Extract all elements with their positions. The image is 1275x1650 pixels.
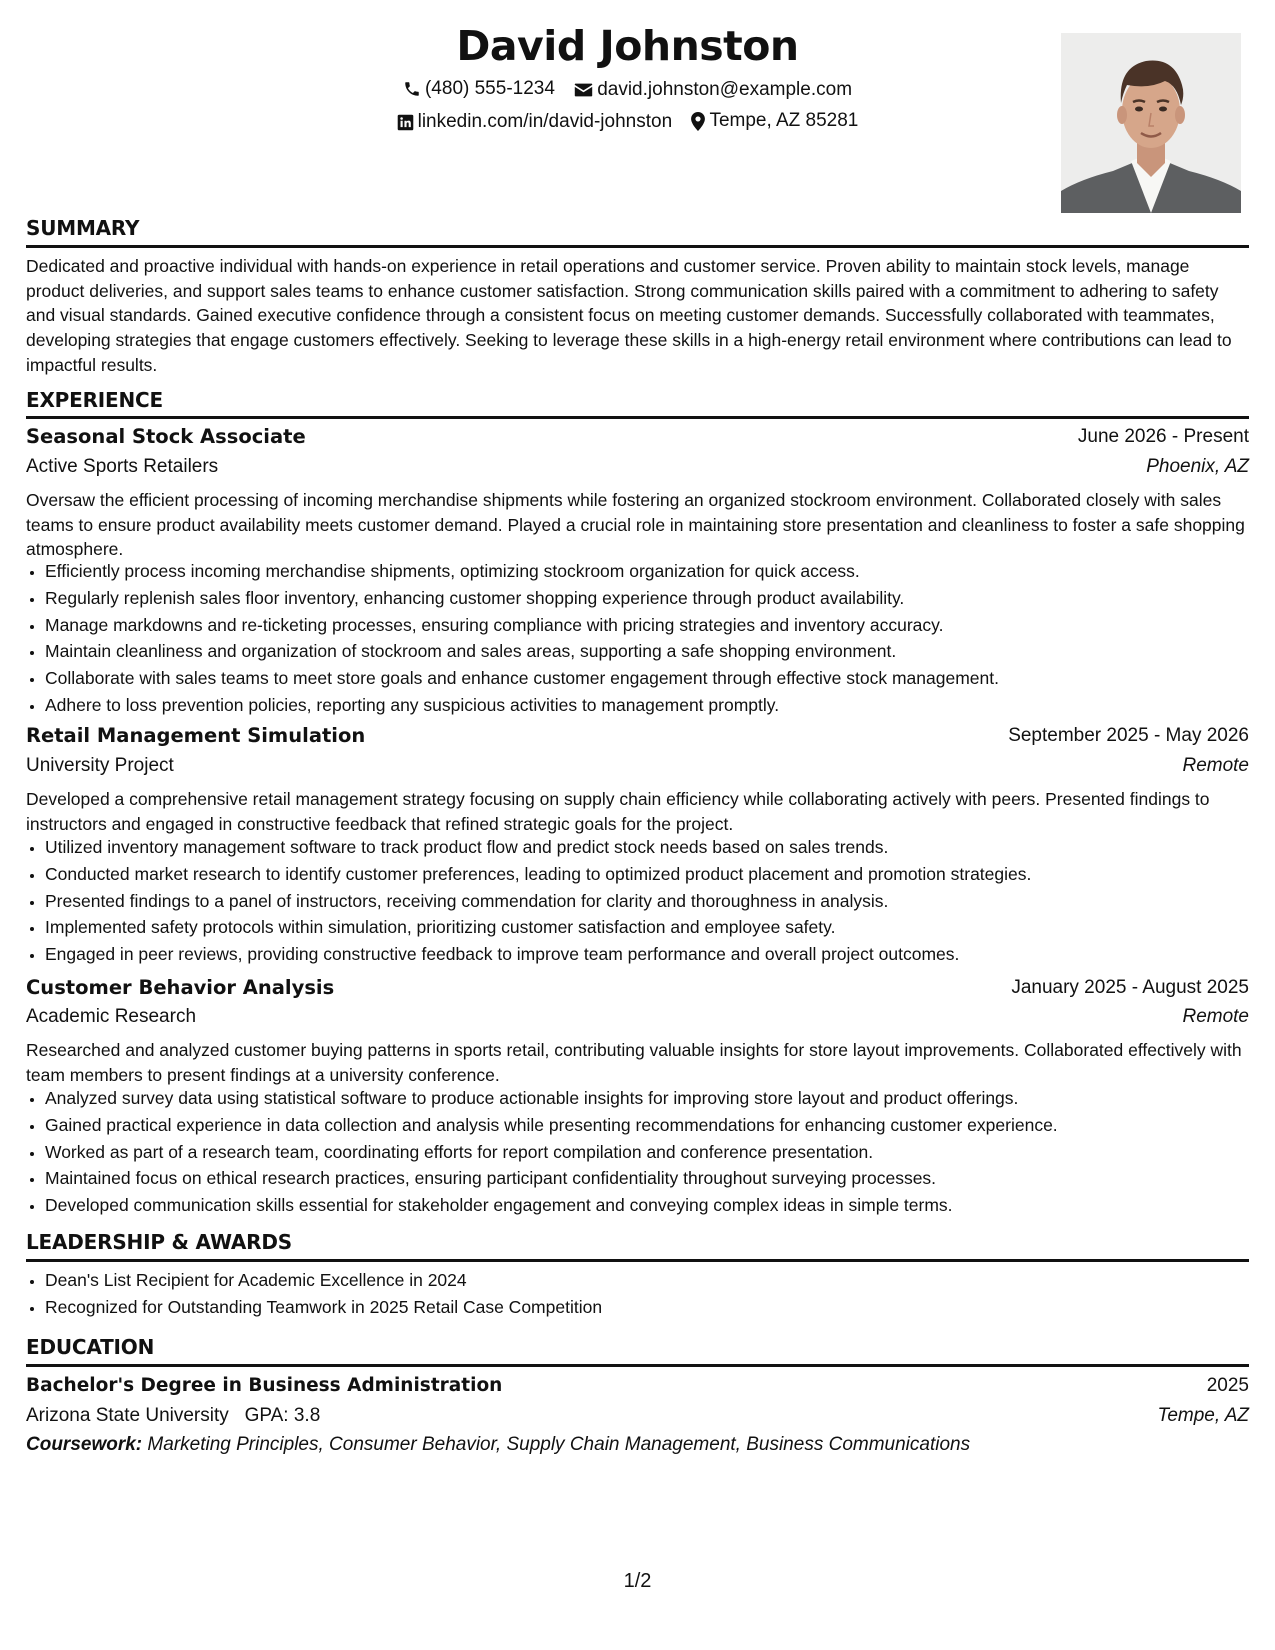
- summary-text: Dedicated and proactive individual with hands-on experience in retail operations and customer service. Proven ability to maintain stock levels, manage product deliveries, and support sales teams to enhance customer satisfaction. Strong communication skills paired with a commitment to adhering to safety and visual standards. Gained executive confidence through a consistent focus on meeting customer demands. Successfully collaborated with teammates, developing strategies that engage customers effectively. Seeking to leverage these skills in a high-energy retail environment where contributions can lead to impactful results.: [26, 256, 1232, 375]
- job-description: Developed a comprehensive retail management strategy focusing on supply chain efficiency while collaborating actively with peers. Presented findings to instructors and engaged in constructive feedback that refined strategic goals for the project.: [26, 789, 1210, 834]
- job-bullets: [26, 558, 1268, 719]
- summary-heading: SUMMARY: [26, 216, 140, 240]
- linkedin-icon: [397, 114, 414, 131]
- profile-photo: [1061, 33, 1241, 213]
- job-dates: September 2025 - May 2026: [1008, 725, 1249, 746]
- experience-divider: [26, 416, 1249, 419]
- school-name: Arizona State University: [26, 1405, 229, 1426]
- education-heading: EDUCATION: [26, 1335, 155, 1359]
- coursework-label: Coursework:: [26, 1434, 143, 1455]
- bullet-item: • Maintained focus on ethical research practices, ensuring participant confidentiality throughout surveying processes.: [45, 1165, 1268, 1192]
- contact-location: [691, 110, 858, 132]
- job-organization: Academic Research: [26, 1006, 197, 1027]
- email-text: david.johnston@example.com: [597, 79, 853, 100]
- job-location: Remote: [1182, 1006, 1249, 1027]
- job-title: Retail Management Simulation: [26, 724, 366, 747]
- map-pin-icon: [691, 112, 705, 131]
- bullet-item: • Manage markdowns and re-ticketing processes, ensuring compliance with pricing strategies and inventory accuracy.: [45, 612, 1268, 639]
- job-title: Seasonal Stock Associate: [26, 425, 306, 448]
- coursework-line: [26, 1434, 970, 1456]
- bullet-item: • Engaged in peer reviews, providing constructive feedback to improve team performance and overall project outcomes.: [45, 941, 1268, 968]
- envelope-icon: [574, 82, 593, 98]
- linkedin-text: linkedin.com/in/david-johnston: [417, 111, 673, 132]
- bullet-item: • Conducted market research to identify customer preferences, leading to optimized product placement and promotion strategies.: [45, 861, 1268, 888]
- leadership-heading: LEADERSHIP & AWARDS: [26, 1230, 292, 1254]
- job-description: Researched and analyzed customer buying patterns in sports retail, contributing valuable insights for store layout improvements. Collaborated effectively with team members to present findings at a university conference.: [26, 1040, 1242, 1085]
- contact-linkedin[interactable]: [397, 111, 673, 133]
- bullet-item: • Developed communication skills essential for stakeholder engagement and conveying complex ideas in simple terms.: [45, 1192, 1268, 1219]
- award-item: • Dean's List Recipient for Academic Excellence in 2024: [45, 1267, 1268, 1294]
- phone-icon: [403, 80, 421, 98]
- school-location: Tempe, AZ: [1157, 1405, 1249, 1426]
- job-dates: January 2025 - August 2025: [1011, 977, 1249, 998]
- bullet-item: • Efficiently process incoming merchandise shipments, optimizing stockroom organization for quick access.: [45, 558, 1268, 585]
- school-line: [26, 1405, 320, 1427]
- phone-text: (480) 555-1234: [424, 78, 555, 99]
- contact-email[interactable]: [574, 79, 852, 101]
- bullet-item: • Maintain cleanliness and organization of stockroom and sales areas, supporting a safe shopping environment.: [45, 638, 1268, 665]
- bullet-item: • Gained practical experience in data collection and analysis while presenting recommendations for enhancing customer experience.: [45, 1112, 1268, 1139]
- leadership-bullets: [26, 1267, 1268, 1321]
- education-divider: [26, 1364, 1249, 1367]
- bullet-item: • Collaborate with sales teams to meet store goals and enhance customer engagement through effective stock management.: [45, 665, 1268, 692]
- page-number: 1/2: [623, 1570, 652, 1592]
- gpa: GPA: 3.8: [244, 1405, 321, 1426]
- location-text: Tempe, AZ 85281: [709, 110, 859, 131]
- job-location: Phoenix, AZ: [1146, 456, 1249, 477]
- job-location: Remote: [1182, 755, 1249, 776]
- job-organization: Active Sports Retailers: [26, 456, 219, 477]
- job-title: Customer Behavior Analysis: [26, 976, 335, 999]
- bullet-item: • Worked as part of a research team, coordinating efforts for report compilation and conference presentation.: [45, 1139, 1268, 1166]
- bullet-item: • Analyzed survey data using statistical software to produce actionable insights for improving store layout and product offerings.: [45, 1085, 1268, 1112]
- experience-heading: EXPERIENCE: [26, 388, 163, 412]
- coursework-list: Marketing Principles, Consumer Behavior, Supply Chain Management, Business Communications: [147, 1434, 971, 1455]
- job-description: Oversaw the efficient processing of incoming merchandise shipments while fostering an organized stockroom environment. Collaborated closely with sales teams to ensure product availability meets customer demand. Played a crucial role in maintaining store presentation and cleanliness to foster a safe shopping atmosphere.: [26, 490, 1245, 560]
- job-organization: University Project: [26, 755, 174, 776]
- contact-phone[interactable]: [403, 78, 555, 100]
- graduation-year: 2025: [1206, 1375, 1249, 1396]
- leadership-divider: [26, 1259, 1249, 1262]
- bullet-item: • Presented findings to a panel of instructors, receiving commendation for clarity and thoroughness in analysis.: [45, 888, 1268, 915]
- job-dates: June 2026 - Present: [1077, 426, 1249, 447]
- award-item: • Recognized for Outstanding Teamwork in 2025 Retail Case Competition: [45, 1294, 1268, 1321]
- bullet-item: • Adhere to loss prevention policies, reporting any suspicious activities to management promptly.: [45, 692, 1268, 719]
- job-bullets: [26, 834, 1268, 968]
- candidate-name: David Johnston: [456, 22, 799, 70]
- bullet-item: • Utilized inventory management software to track product flow and predict stock needs based on sales trends.: [45, 834, 1268, 861]
- summary-divider: [26, 245, 1249, 248]
- bullet-item: • Regularly replenish sales floor inventory, enhancing customer shopping experience through product availability.: [45, 585, 1268, 612]
- job-bullets: [26, 1085, 1268, 1219]
- bullet-item: • Implemented safety protocols within simulation, prioritizing customer satisfaction and employee safety.: [45, 914, 1268, 941]
- degree-title: Bachelor's Degree in Business Administration: [26, 1375, 503, 1396]
